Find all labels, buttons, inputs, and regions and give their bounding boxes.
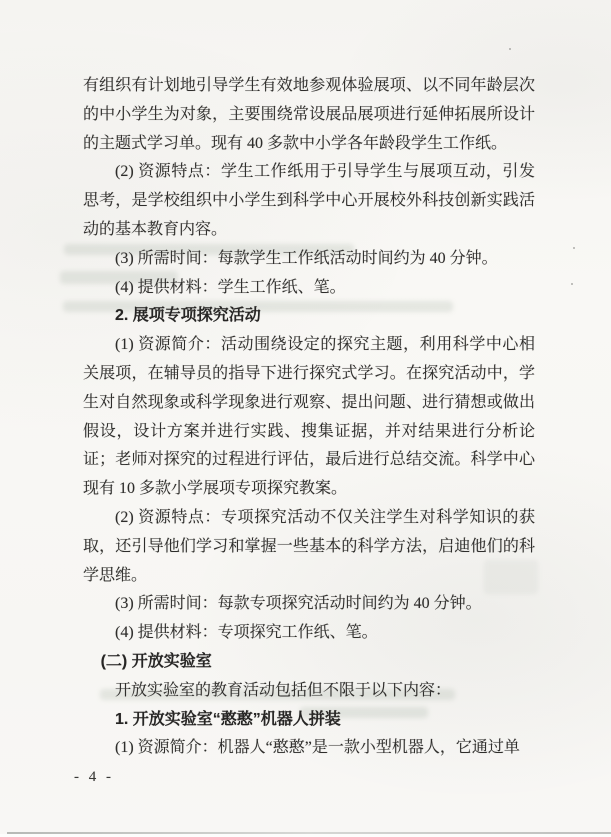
page-number: - 4 - [74,769,114,785]
scan-speck [509,48,511,50]
heading-open-laboratory: (二) 开放实验室 [100,652,212,670]
scan-speck [573,247,575,249]
scan-speck [571,283,573,285]
paragraph-worksheet-time: (3) 所需时间：每款学生工作纸活动时间约为 40 分钟。 [115,249,498,267]
document-body [83,72,535,763]
paragraph-robot-intro: (1) 资源简介：机器人“憨憨”是一款小型机器人，它通过单 [115,739,520,757]
paragraph-inquiry-intro: (1) 资源简介：活动围绕设定的探究主题，利用科学中心相关展项，在辅导员的指导下进行探究式学习。在探究活动中，学生对自然现象或科学现象进行观察、提出问题、进行猜想或做出假设，设计方案并进行实践、搜集证据，并对结果进行分析论证；老师对探究的过程进行评估，最后进行总结交流。科学中心现有 10 多款小学展项专项探究教案。 [83,336,535,498]
paragraph-worksheet-features: (2) 资源特点：学生工作纸用于引导学生与展项互动，引发思考，是学校组织中小学生到科学中心开展校外科技创新实践活动的基本教育内容。 [83,163,535,238]
paragraph-inquiry-features: (2) 资源特点：专项探究活动不仅关注学生对科学知识的获取，还引导他们学习和掌握一些基本的科学方法，启迪他们的科学思维。 [83,508,535,584]
scan-edge-line [7,832,611,834]
paragraph-open-lab-intro: 开放实验室的教育活动包括但不限于以下内容： [115,681,452,699]
heading-exhibit-inquiry-activity: 2. 展项专项探究活动 [115,307,261,325]
paragraph-worksheet-intro-continuation: 有组织有计划地引导学生有效地参观体验展项、以不同年龄层次的中小学生为对象，主要围绕常设展品展项进行延伸拓展所设计的主题式学习单。现有 40 多款中小学各年龄段学生工作纸。 [83,77,535,152]
paragraph-worksheet-materials: (4) 提供材料：学生工作纸、笔。 [115,278,346,296]
heading-hanhan-robot-assembly: 1. 开放实验室“憨憨”机器人拼装 [115,710,341,728]
paragraph-inquiry-time: (3) 所需时间：每款专项探究活动时间约为 40 分钟。 [115,595,482,613]
paragraph-inquiry-materials: (4) 提供材料：专项探究工作纸、笔。 [115,624,378,642]
